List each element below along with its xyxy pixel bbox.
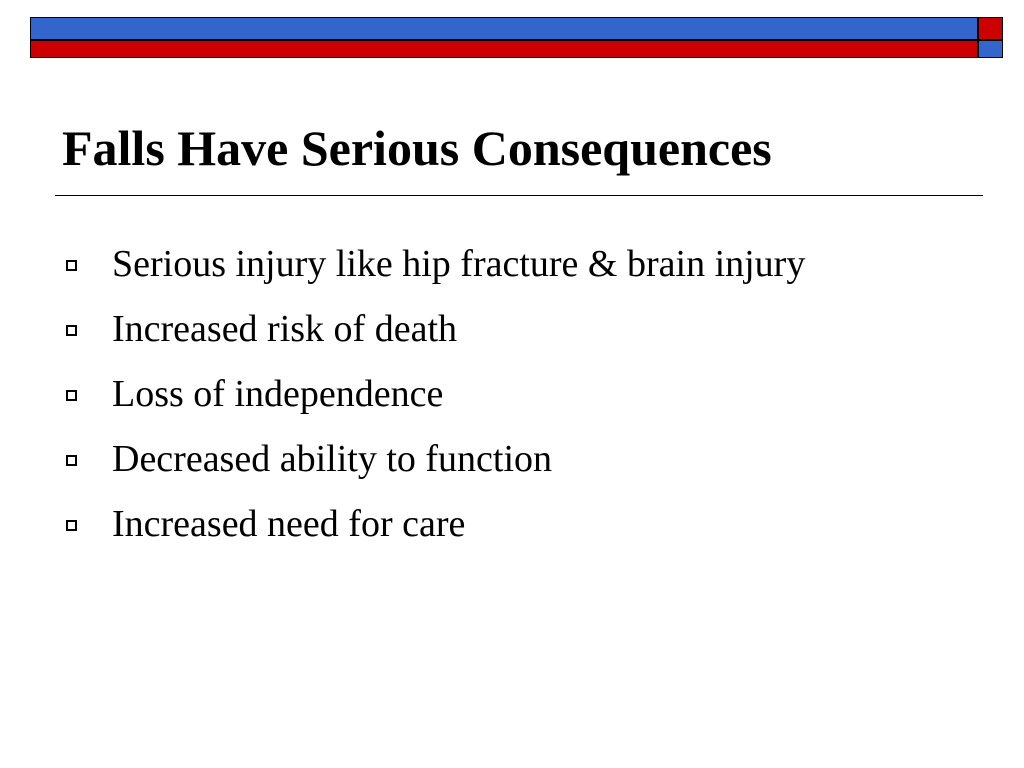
bullet-item: [66, 426, 805, 491]
bullet-text: Loss of independence: [112, 372, 444, 415]
bullet-item: [66, 491, 805, 556]
hollow-square-bullet-icon: [66, 520, 77, 531]
hollow-square-bullet-icon: [66, 390, 77, 401]
bullet-list: [66, 231, 805, 556]
header-banner-red-bar: [30, 40, 978, 58]
header-corner-red-square: [978, 17, 1003, 40]
bullet-item: [66, 361, 805, 426]
bullet-text: Increased risk of death: [112, 307, 458, 350]
hollow-square-bullet-icon: [66, 455, 77, 466]
bullet-text: Serious injury like hip fracture & brain injury: [112, 242, 806, 285]
hollow-square-bullet-icon: [66, 260, 77, 271]
slide-title: Falls Have Serious Consequences: [62, 120, 772, 176]
hollow-square-bullet-icon: [66, 325, 77, 336]
bullet-item: [66, 231, 805, 296]
bullet-text: Decreased ability to function: [112, 437, 553, 480]
bullet-text: Increased need for care: [112, 502, 466, 545]
header-corner-blue-square: [978, 40, 1003, 58]
header-banner-blue-bar: [30, 17, 978, 40]
title-divider: [55, 195, 983, 196]
bullet-item: [66, 296, 805, 361]
